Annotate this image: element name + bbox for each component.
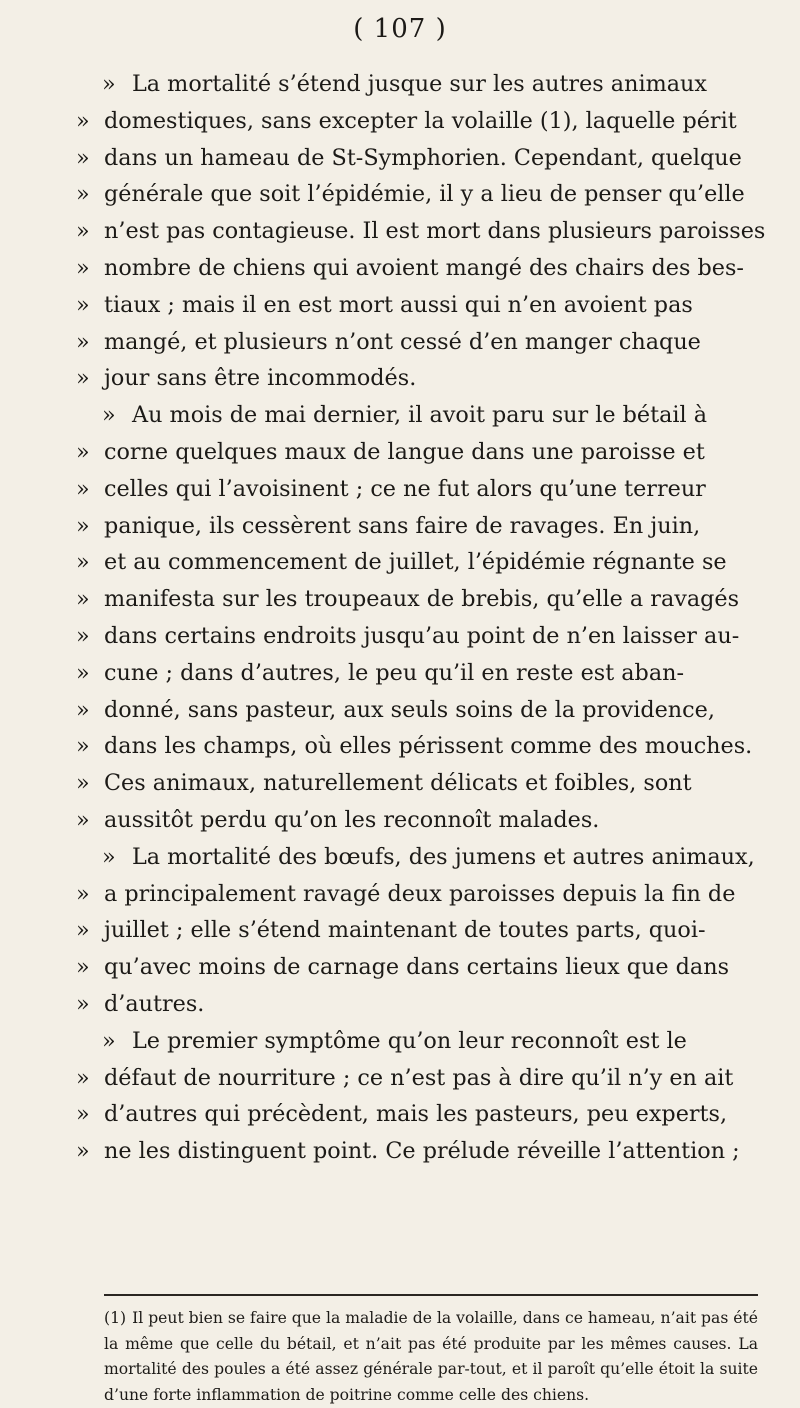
line-text: mangé, et plusieurs n’ont cessé d’en manger chaque bbox=[104, 328, 701, 355]
quote-mark: » bbox=[76, 438, 90, 465]
text-line bbox=[76, 728, 758, 765]
text-line bbox=[76, 765, 758, 802]
text-line bbox=[76, 176, 758, 213]
page-number: ( 107 ) bbox=[353, 14, 447, 44]
line-text: a principalement ravagé deux paroisses depuis la fin de bbox=[104, 880, 736, 907]
quote-mark: » bbox=[76, 770, 90, 797]
quote-mark: » bbox=[76, 659, 90, 686]
line-text: domestiques, sans excepter la volaille (1), laquelle périt bbox=[104, 107, 737, 134]
text-line bbox=[104, 397, 758, 434]
quote-mark: » bbox=[76, 880, 90, 907]
line-text: générale que soit l’épidémie, il y a lieu de penser qu’elle bbox=[104, 181, 745, 208]
text-line bbox=[76, 949, 758, 986]
quote-mark: » bbox=[76, 475, 90, 502]
text-line bbox=[76, 360, 758, 397]
text-line bbox=[104, 66, 758, 103]
quote-mark: » bbox=[76, 733, 90, 760]
line-text: défaut de nourriture ; ce n’est pas à dire qu’il n’y en ait bbox=[104, 1064, 734, 1091]
text-line bbox=[76, 213, 766, 250]
text-line bbox=[76, 912, 758, 949]
line-text: La mortalité s’étend jusque sur les autres animaux bbox=[132, 71, 707, 97]
text-line bbox=[76, 544, 758, 581]
quote-mark: » bbox=[102, 71, 116, 97]
text-line bbox=[76, 508, 758, 545]
line-text: Le premier symptôme qu’on leur reconnoît est le bbox=[132, 1027, 687, 1054]
text-line bbox=[76, 692, 758, 729]
quote-mark: » bbox=[76, 549, 90, 576]
quote-mark: » bbox=[76, 254, 90, 281]
quote-mark: » bbox=[76, 107, 90, 134]
text-line bbox=[76, 287, 758, 324]
quote-mark: » bbox=[76, 990, 90, 1017]
line-text: juillet ; elle s’étend maintenant de toutes parts, quoi- bbox=[104, 917, 706, 944]
quote-mark: » bbox=[76, 586, 90, 613]
line-text: nombre de chiens qui avoient mangé des chairs des bes- bbox=[104, 254, 744, 281]
text-line bbox=[104, 839, 758, 876]
line-text: corne quelques maux de langue dans une paroisse et bbox=[104, 438, 705, 465]
line-text: tiaux ; mais il en est mort aussi qui n’en avoient pas bbox=[104, 291, 693, 318]
line-text: celles qui l’avoisinent ; ce ne fut alors qu’une terreur bbox=[104, 475, 706, 502]
text-line bbox=[76, 434, 758, 471]
line-text: dans certains endroits jusqu’au point de n’en laisser au- bbox=[104, 622, 740, 649]
text-line bbox=[76, 655, 758, 692]
line-text: panique, ils cessèrent sans faire de ravages. En juin, bbox=[104, 512, 701, 539]
line-text: cune ; dans d’autres, le peu qu’il en reste est aban- bbox=[104, 659, 685, 686]
text-line bbox=[76, 324, 758, 361]
text-line bbox=[76, 250, 758, 287]
quote-mark: » bbox=[76, 328, 90, 355]
quote-mark: » bbox=[76, 954, 90, 981]
line-text: d’autres qui précèdent, mais les pasteurs, peu experts, bbox=[104, 1101, 728, 1128]
quote-mark: » bbox=[102, 1027, 116, 1054]
text-line bbox=[104, 1023, 758, 1060]
line-text: dans un hameau de St-Symphorien. Cependant, quelque bbox=[104, 144, 742, 171]
line-text: La mortalité des bœufs, des jumens et autres animaux, bbox=[132, 843, 755, 870]
quote-mark: » bbox=[76, 365, 90, 392]
line-text: et au commencement de juillet, l’épidémie régnante se bbox=[104, 549, 727, 576]
footnote-marker: (1) bbox=[104, 1309, 127, 1327]
footnote-text: Il peut bien se faire que la maladie de la volaille, dans ce hameau, n’ait pas été la même que celle du bétail, et n’ait pas été produite par les mêmes causes. La mortalité des poules a été assez générale par-tout, et il paroît qu’elle étoit la suite d’une forte inflammation de poitrine comme celle des chiens. bbox=[104, 1309, 758, 1404]
quote-mark: » bbox=[76, 144, 90, 171]
text-line bbox=[76, 986, 758, 1023]
quote-mark: » bbox=[76, 696, 90, 723]
quote-mark: » bbox=[76, 1064, 90, 1091]
body-text bbox=[76, 66, 766, 1170]
quote-mark: » bbox=[76, 1138, 90, 1165]
line-text: jour sans être incommodés. bbox=[104, 365, 417, 392]
footnote bbox=[104, 1306, 758, 1408]
text-line bbox=[76, 1060, 758, 1097]
line-text: donné, sans pasteur, aux seuls soins de la providence, bbox=[104, 696, 715, 723]
quote-mark: » bbox=[76, 806, 90, 833]
quote-mark: » bbox=[76, 622, 90, 649]
line-text: d’autres. bbox=[104, 990, 205, 1017]
text-line bbox=[76, 140, 758, 177]
quote-mark: » bbox=[76, 291, 90, 318]
line-text: n’est pas contagieuse. Il est mort dans plusieurs paroisses bbox=[104, 218, 766, 245]
line-text: manifesta sur les troupeaux de brebis, qu’elle a ravagés bbox=[104, 586, 740, 613]
quote-mark: » bbox=[76, 512, 90, 539]
quote-mark: » bbox=[76, 1101, 90, 1128]
quote-mark: » bbox=[102, 402, 116, 429]
line-text: ne les distinguent point. Ce prélude réveille l’attention ; bbox=[104, 1138, 740, 1165]
quote-mark: » bbox=[76, 218, 90, 245]
text-line bbox=[76, 1096, 758, 1133]
text-line bbox=[76, 1133, 758, 1170]
text-line bbox=[76, 103, 758, 140]
line-text: Au mois de mai dernier, il avoit paru sur le bétail à bbox=[132, 402, 708, 429]
footnote-divider bbox=[104, 1294, 758, 1296]
line-text: qu’avec moins de carnage dans certains lieux que dans bbox=[104, 954, 730, 981]
text-line bbox=[76, 581, 758, 618]
line-text: aussitôt perdu qu’on les reconnoît malades. bbox=[104, 806, 600, 833]
quote-mark: » bbox=[76, 917, 90, 944]
quote-mark: » bbox=[102, 843, 116, 870]
line-text: dans les champs, où elles périssent comme des mouches. bbox=[104, 733, 753, 760]
line-text: Ces animaux, naturellement délicats et foibles, sont bbox=[104, 770, 692, 797]
text-line bbox=[76, 876, 758, 913]
text-line bbox=[76, 618, 758, 655]
text-line bbox=[76, 471, 758, 508]
quote-mark: » bbox=[76, 181, 90, 208]
text-line bbox=[76, 802, 758, 839]
